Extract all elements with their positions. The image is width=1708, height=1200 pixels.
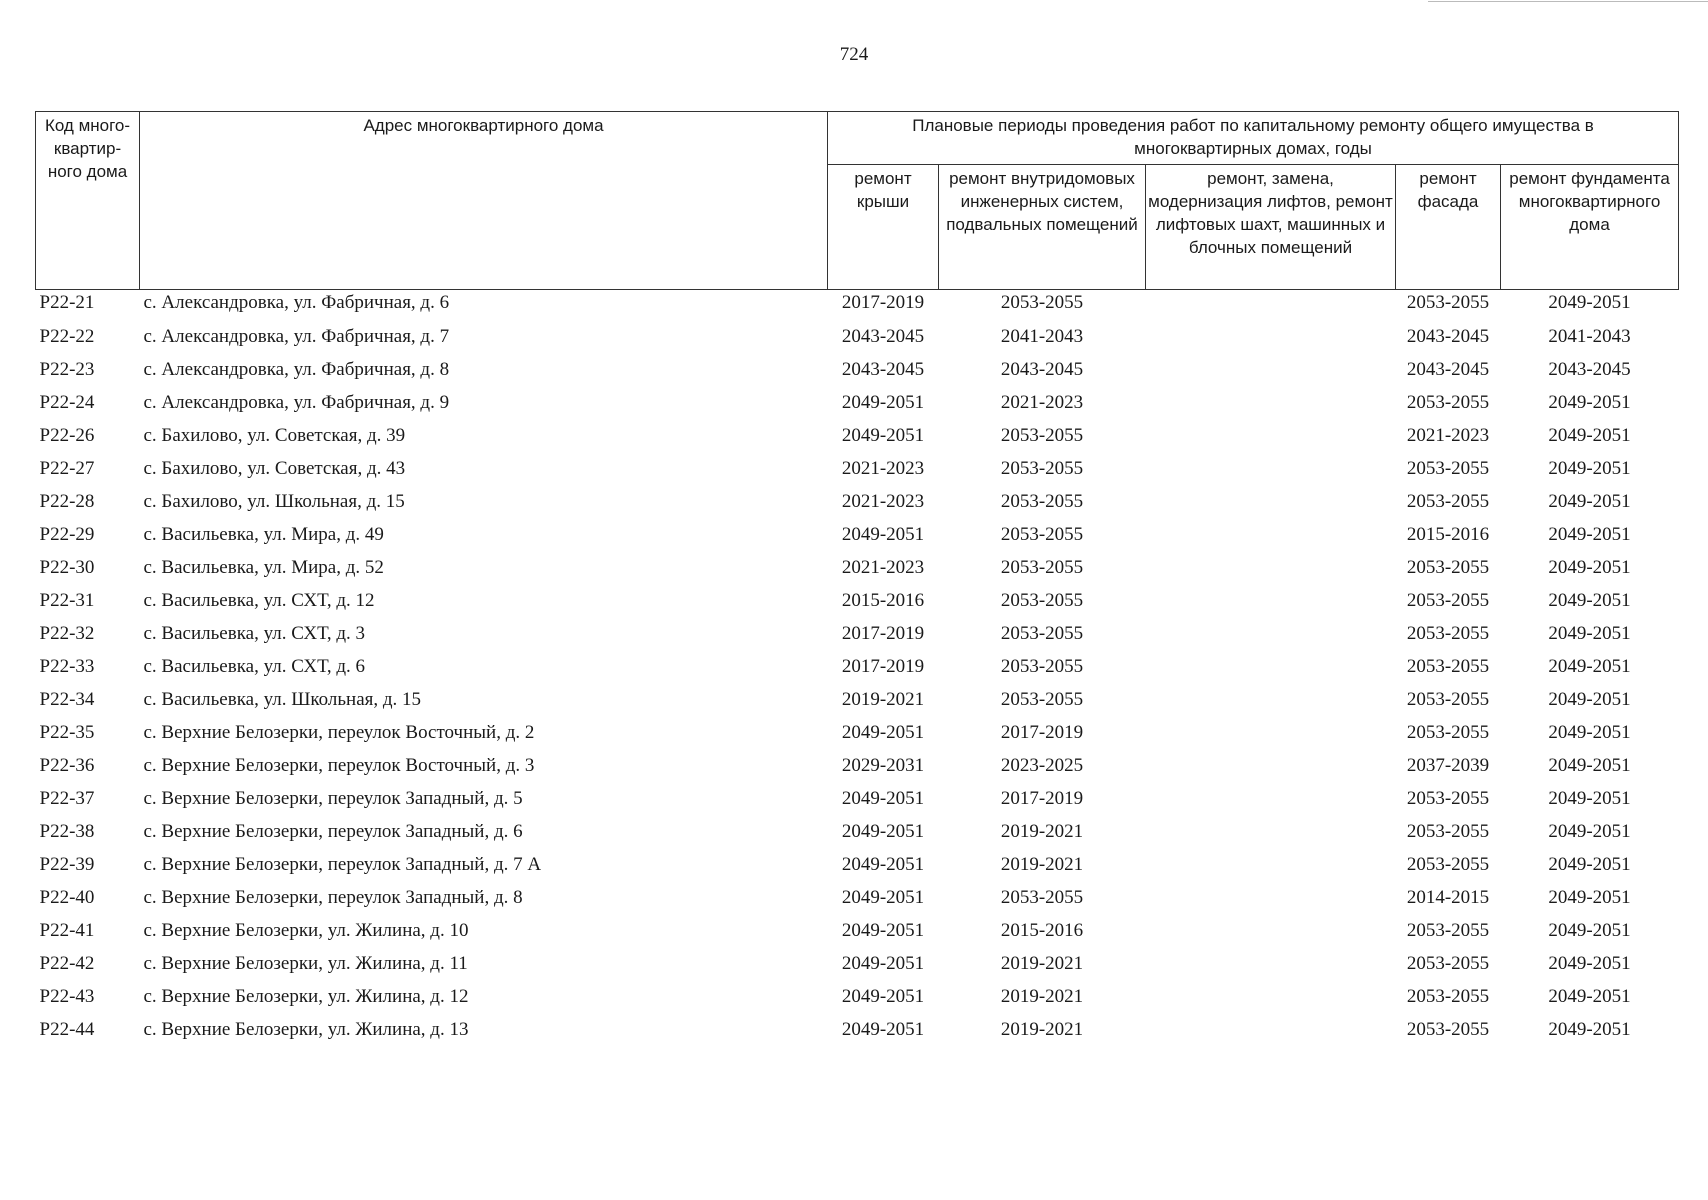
- elevator-period-cell: [1146, 617, 1396, 650]
- table-row: [36, 485, 1679, 518]
- engineering-period-cell: 2053-2055: [1000, 556, 1084, 578]
- house-code-cell: Р22-39: [39, 853, 95, 875]
- facade-period-cell: 2053-2055: [1406, 622, 1490, 644]
- facade-period-cell: 2053-2055: [1406, 985, 1490, 1007]
- table-row: [36, 353, 1679, 386]
- engineering-period-cell: 2019-2021: [1000, 985, 1084, 1007]
- foundation-period-cell: 2049-2051: [1548, 292, 1631, 313]
- elevator-period-cell: [1146, 452, 1396, 485]
- roof-period-cell: 2049-2051: [841, 820, 925, 842]
- elevator-period-cell: [1146, 716, 1396, 749]
- engineering-period-cell: 2053-2055: [1000, 655, 1084, 677]
- address-cell: с. Верхние Белозерки, переулок Западный, д. 5: [143, 787, 523, 809]
- facade-period-cell: 2043-2045: [1406, 325, 1490, 347]
- roof-period-cell: 2043-2045: [841, 358, 925, 380]
- roof-period-cell: 2021-2023: [841, 490, 925, 512]
- foundation-period-cell: 2049-2051: [1548, 688, 1631, 710]
- facade-period-cell: 2053-2055: [1406, 655, 1490, 677]
- house-code-cell: Р22-32: [39, 622, 95, 644]
- address-cell: с. Александровка, ул. Фабричная, д. 9: [143, 391, 450, 413]
- house-code-cell: Р22-42: [39, 952, 95, 974]
- address-cell: с. Верхние Белозерки, ул. Жилина, д. 13: [143, 1018, 469, 1040]
- engineering-period-cell: 2021-2023: [1000, 391, 1084, 413]
- engineering-period-cell: 2053-2055: [1000, 292, 1084, 313]
- engineering-period-cell: 2041-2043: [1000, 325, 1084, 347]
- roof-period-cell: 2049-2051: [841, 919, 925, 941]
- facade-period-cell: 2053-2055: [1406, 787, 1490, 809]
- table-row: [36, 980, 1679, 1013]
- elevator-period-cell: [1146, 848, 1396, 881]
- facade-period-cell: 2053-2055: [1406, 820, 1490, 842]
- elevator-period-cell: [1146, 683, 1396, 716]
- house-code-cell: Р22-43: [39, 985, 95, 1007]
- facade-period-cell: 2021-2023: [1406, 424, 1490, 446]
- elevator-period-cell: [1146, 551, 1396, 584]
- house-code-cell: Р22-34: [39, 688, 95, 710]
- engineering-period-cell: 2053-2055: [1000, 490, 1084, 512]
- address-cell: с. Васильевка, ул. Мира, д. 49: [143, 523, 384, 545]
- engineering-period-cell: 2019-2021: [1000, 820, 1084, 842]
- facade-period-cell: 2053-2055: [1406, 556, 1490, 578]
- house-code-cell: Р22-30: [39, 556, 95, 578]
- address-cell: с. Васильевка, ул. Школьная, д. 15: [143, 688, 422, 710]
- elevator-period-cell: [1146, 584, 1396, 617]
- scan-edge-line: [1428, 1, 1708, 2]
- foundation-period-cell: 2049-2051: [1548, 655, 1631, 677]
- elevator-period-cell: [1146, 485, 1396, 518]
- facade-period-cell: 2037-2039: [1406, 754, 1490, 776]
- engineering-period-cell: 2043-2045: [1000, 358, 1084, 380]
- foundation-period-cell: 2049-2051: [1548, 952, 1631, 974]
- address-cell: с. Верхние Белозерки, переулок Восточный, д. 2: [143, 721, 535, 743]
- elevator-period-cell: [1146, 650, 1396, 683]
- foundation-period-cell: 2049-2051: [1548, 424, 1631, 446]
- table-row: [36, 716, 1679, 749]
- roof-period-cell: 2049-2051: [841, 853, 925, 875]
- house-code-cell: Р22-27: [39, 457, 95, 479]
- facade-period-cell: 2053-2055: [1406, 721, 1490, 743]
- house-code-cell: Р22-33: [39, 655, 95, 677]
- roof-period-cell: 2017-2019: [841, 622, 925, 644]
- house-code-cell: Р22-38: [39, 820, 95, 842]
- table-row: [36, 584, 1679, 617]
- table-row: [36, 881, 1679, 914]
- address-cell: с. Бахилово, ул. Школьная, д. 15: [143, 490, 405, 512]
- address-cell: с. Александровка, ул. Фабричная, д. 6: [143, 292, 450, 313]
- foundation-period-cell: 2049-2051: [1548, 820, 1631, 842]
- elevator-period-cell: [1146, 320, 1396, 353]
- foundation-period-cell: 2049-2051: [1548, 985, 1631, 1007]
- engineering-period-cell: 2053-2055: [1000, 457, 1084, 479]
- address-cell: с. Бахилово, ул. Советская, д. 43: [143, 457, 406, 479]
- address-cell: с. Александровка, ул. Фабричная, д. 8: [143, 358, 450, 380]
- roof-period-cell: 2049-2051: [841, 985, 925, 1007]
- roof-period-cell: 2049-2051: [841, 952, 925, 974]
- roof-period-cell: 2017-2019: [841, 655, 925, 677]
- table-body: [36, 290, 1679, 1047]
- elevator-period-cell: [1146, 881, 1396, 914]
- foundation-period-cell: 2049-2051: [1548, 457, 1631, 479]
- header-facade: ремонт фасада: [1396, 165, 1501, 290]
- address-cell: с. Верхние Белозерки, ул. Жилина, д. 12: [143, 985, 469, 1007]
- house-code-cell: Р22-40: [39, 886, 95, 908]
- address-cell: с. Васильевка, ул. СХТ, д. 12: [143, 589, 375, 611]
- foundation-period-cell: 2049-2051: [1548, 919, 1631, 941]
- table-row: [36, 650, 1679, 683]
- house-code-cell: Р22-37: [39, 787, 95, 809]
- facade-period-cell: 2015-2016: [1406, 523, 1490, 545]
- facade-period-cell: 2053-2055: [1406, 457, 1490, 479]
- repair-schedule-table: [35, 111, 1679, 1046]
- engineering-period-cell: 2053-2055: [1000, 424, 1084, 446]
- roof-period-cell: 2049-2051: [841, 424, 925, 446]
- roof-period-cell: 2019-2021: [841, 688, 925, 710]
- header-row: [36, 112, 1679, 165]
- house-code-cell: Р22-26: [39, 424, 95, 446]
- house-code-cell: Р22-22: [39, 325, 95, 347]
- house-code-cell: Р22-36: [39, 754, 95, 776]
- table-row: [36, 947, 1679, 980]
- engineering-period-cell: 2017-2019: [1000, 721, 1084, 743]
- header-foundation: ремонт фундамента многоквартирного дома: [1501, 165, 1679, 290]
- table-row: [36, 320, 1679, 353]
- foundation-period-cell: 2049-2051: [1548, 853, 1631, 875]
- foundation-period-cell: 2049-2051: [1548, 754, 1631, 776]
- foundation-period-cell: 2049-2051: [1548, 622, 1631, 644]
- table-row: [36, 551, 1679, 584]
- foundation-period-cell: 2049-2051: [1548, 490, 1631, 512]
- table-row: [36, 290, 1679, 321]
- address-cell: с. Верхние Белозерки, ул. Жилина, д. 11: [143, 952, 468, 974]
- table-row: [36, 683, 1679, 716]
- roof-period-cell: 2021-2023: [841, 457, 925, 479]
- facade-period-cell: 2053-2055: [1406, 490, 1490, 512]
- foundation-period-cell: 2049-2051: [1548, 589, 1631, 611]
- header-engineering: ремонт внутридомовых инженерных систем, подвальных помещений: [939, 165, 1146, 290]
- foundation-period-cell: 2049-2051: [1548, 886, 1631, 908]
- address-cell: с. Васильевка, ул. Мира, д. 52: [143, 556, 384, 578]
- elevator-period-cell: [1146, 290, 1396, 321]
- house-code-cell: Р22-41: [39, 919, 95, 941]
- roof-period-cell: 2049-2051: [841, 886, 925, 908]
- foundation-period-cell: 2049-2051: [1548, 721, 1631, 743]
- table-row: [36, 914, 1679, 947]
- engineering-period-cell: 2023-2025: [1000, 754, 1084, 776]
- address-cell: с. Верхние Белозерки, переулок Восточный, д. 3: [143, 754, 535, 776]
- facade-period-cell: 2053-2055: [1406, 589, 1490, 611]
- engineering-period-cell: 2053-2055: [1000, 688, 1084, 710]
- house-code-cell: Р22-31: [39, 589, 95, 611]
- roof-period-cell: 2049-2051: [841, 721, 925, 743]
- table-row: [36, 1013, 1679, 1046]
- facade-period-cell: 2053-2055: [1406, 391, 1490, 413]
- elevator-period-cell: [1146, 947, 1396, 980]
- facade-period-cell: 2043-2045: [1406, 358, 1490, 380]
- facade-period-cell: 2053-2055: [1406, 919, 1490, 941]
- table-row: [36, 782, 1679, 815]
- roof-period-cell: 2049-2051: [841, 1018, 925, 1040]
- engineering-period-cell: 2019-2021: [1000, 853, 1084, 875]
- elevator-period-cell: [1146, 518, 1396, 551]
- table-row: [36, 419, 1679, 452]
- foundation-period-cell: 2049-2051: [1548, 391, 1631, 413]
- engineering-period-cell: 2015-2016: [1000, 919, 1084, 941]
- elevator-period-cell: [1146, 353, 1396, 386]
- elevator-period-cell: [1146, 914, 1396, 947]
- elevator-period-cell: [1146, 386, 1396, 419]
- elevator-period-cell: [1146, 782, 1396, 815]
- elevator-period-cell: [1146, 1013, 1396, 1046]
- house-code-cell: Р22-21: [39, 292, 95, 313]
- engineering-period-cell: 2017-2019: [1000, 787, 1084, 809]
- header-address: Адрес многоквартирного дома: [140, 112, 828, 290]
- address-cell: с. Александровка, ул. Фабричная, д. 7: [143, 325, 450, 347]
- address-cell: с. Васильевка, ул. СХТ, д. 3: [143, 622, 365, 644]
- address-cell: с. Верхние Белозерки, переулок Западный, д. 7 А: [143, 853, 542, 875]
- header-planned-periods-line2: многоквартирных домах, годы: [1134, 139, 1372, 158]
- house-code-cell: Р22-44: [39, 1018, 95, 1040]
- engineering-period-cell: 2053-2055: [1000, 886, 1084, 908]
- elevator-period-cell: [1146, 749, 1396, 782]
- roof-period-cell: 2049-2051: [841, 523, 925, 545]
- roof-period-cell: 2029-2031: [841, 754, 925, 776]
- header-code: Код много-квартир-ного дома: [36, 112, 140, 290]
- house-code-cell: Р22-29: [39, 523, 95, 545]
- facade-period-cell: 2053-2055: [1406, 292, 1490, 313]
- table-row: [36, 386, 1679, 419]
- facade-period-cell: 2053-2055: [1406, 1018, 1490, 1040]
- table-row: [36, 749, 1679, 782]
- roof-period-cell: 2015-2016: [841, 589, 925, 611]
- foundation-period-cell: 2043-2045: [1548, 358, 1631, 380]
- header-roof: ремонт крыши: [828, 165, 939, 290]
- foundation-period-cell: 2049-2051: [1548, 556, 1631, 578]
- house-code-cell: Р22-24: [39, 391, 95, 413]
- table-row: [36, 452, 1679, 485]
- table-row: [36, 815, 1679, 848]
- header-planned-periods-line1: Плановые периоды проведения работ по капитальному ремонту общего имущества в: [912, 116, 1594, 135]
- elevator-period-cell: [1146, 419, 1396, 452]
- foundation-period-cell: 2041-2043: [1548, 325, 1631, 347]
- address-cell: с. Верхние Белозерки, переулок Западный, д. 8: [143, 886, 523, 908]
- address-cell: с. Верхние Белозерки, ул. Жилина, д. 10: [143, 919, 469, 941]
- page-number: 724: [839, 44, 869, 65]
- engineering-period-cell: 2053-2055: [1000, 589, 1084, 611]
- foundation-period-cell: 2049-2051: [1548, 1018, 1631, 1040]
- facade-period-cell: 2053-2055: [1406, 688, 1490, 710]
- engineering-period-cell: 2053-2055: [1000, 622, 1084, 644]
- roof-period-cell: 2049-2051: [841, 391, 925, 413]
- engineering-period-cell: 2053-2055: [1000, 523, 1084, 545]
- house-code-cell: Р22-35: [39, 721, 95, 743]
- roof-period-cell: 2021-2023: [841, 556, 925, 578]
- address-cell: с. Верхние Белозерки, переулок Западный, д. 6: [143, 820, 523, 842]
- address-cell: с. Бахилово, ул. Советская, д. 39: [143, 424, 406, 446]
- roof-period-cell: 2049-2051: [841, 787, 925, 809]
- facade-period-cell: 2053-2055: [1406, 952, 1490, 974]
- address-cell: с. Васильевка, ул. СХТ, д. 6: [143, 655, 365, 677]
- facade-period-cell: 2014-2015: [1406, 886, 1490, 908]
- roof-period-cell: 2043-2045: [841, 325, 925, 347]
- elevator-period-cell: [1146, 815, 1396, 848]
- header-planned-periods: [828, 112, 1679, 165]
- engineering-period-cell: 2019-2021: [1000, 952, 1084, 974]
- house-code-cell: Р22-23: [39, 358, 95, 380]
- foundation-period-cell: 2049-2051: [1548, 523, 1631, 545]
- table-row: [36, 848, 1679, 881]
- roof-period-cell: 2017-2019: [841, 292, 925, 313]
- table-row: [36, 518, 1679, 551]
- table-row: [36, 617, 1679, 650]
- foundation-period-cell: 2049-2051: [1548, 787, 1631, 809]
- engineering-period-cell: 2019-2021: [1000, 1018, 1084, 1040]
- facade-period-cell: 2053-2055: [1406, 853, 1490, 875]
- house-code-cell: Р22-28: [39, 490, 95, 512]
- header-elevators: ремонт, замена, модернизация лифтов, ремонт лифтовых шахт, машинных и блочных помещений: [1146, 165, 1396, 290]
- elevator-period-cell: [1146, 980, 1396, 1013]
